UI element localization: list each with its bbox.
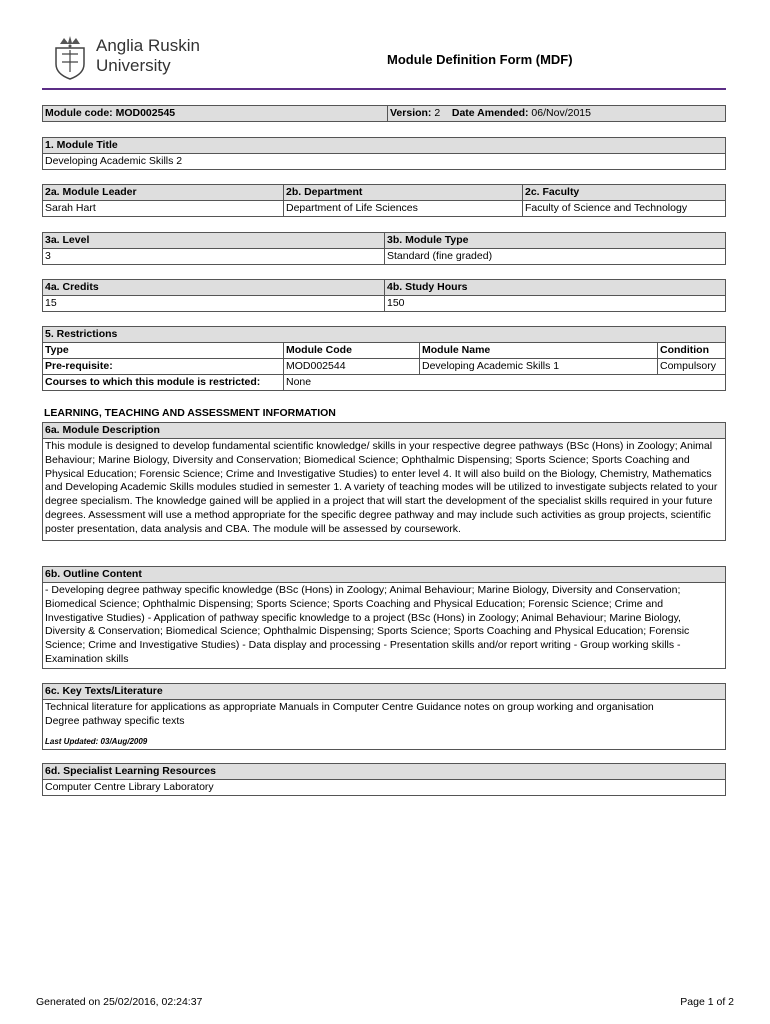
texts-line-2: Degree pathway specific texts	[45, 714, 185, 727]
texts-line-1: Technical literature for applications as appropriate Manuals in Computer Centre Guidance notes on group working and organisation	[45, 701, 654, 713]
resources-table	[42, 763, 726, 796]
prereq-label: Pre-requisite:	[43, 359, 284, 375]
courses-value: None	[284, 375, 726, 391]
version-value: 2	[434, 107, 441, 119]
study-hours-label: 4b. Study Hours	[385, 280, 726, 296]
level-table	[42, 232, 726, 265]
university-logo	[52, 34, 212, 82]
last-updated: Last Updated: 03/Aug/2009	[45, 736, 148, 746]
col-type: Type	[43, 343, 284, 359]
description-text: This module is designed to develop fundamental scientific knowledge/ skills in your respective degree pathways (BSc (Hons) in Zoology; Animal Behaviour; Marine Biology, Diversity and Conservation; Biomedical Science; Ophthalmic Dispensing; Sports Science; Sports Coaching and Physical Education; Forensic Science; Crime and Investigative Studies) to enter level 4. It will also build on the Biology, Chemistry, Mathematics and Developing Academic Skills modules studied in semester 1. A variety of teaching modes will be utilized to investigate subjects related to your degree specialism. The knowledge gained will be applied in a project that will start the development of the specialist skills required in your future degrees. Assessment will use a method appropriate for the specific degree pathway and may include such activities as group projects, scientific poster presentation, data analysis and CBA. The module will be assessed by coursework.	[43, 439, 726, 541]
module-type-label: 3b. Module Type	[385, 233, 726, 249]
resources-label: 6d. Specialist Learning Resources	[43, 764, 726, 780]
prereq-code: MOD002544	[284, 359, 420, 375]
generated-timestamp: Generated on 25/02/2016, 02:24:37	[36, 996, 203, 1008]
credits-label: 4a. Credits	[43, 280, 385, 296]
study-hours-value: 150	[385, 296, 726, 312]
leader-table	[42, 184, 726, 217]
outline-table	[42, 566, 726, 669]
description-table	[42, 422, 726, 541]
logo-line-1: Anglia Ruskin	[96, 36, 200, 55]
meta-table	[42, 105, 726, 122]
module-title-table	[42, 137, 726, 170]
description-label: 6a. Module Description	[43, 423, 726, 439]
courses-label: Courses to which this module is restricted:	[43, 375, 284, 391]
date-value: 06/Nov/2015	[531, 107, 591, 119]
faculty-label: 2c. Faculty	[523, 185, 726, 201]
module-title-label: 1. Module Title	[43, 138, 726, 154]
prereq-name: Developing Academic Skills 1	[420, 359, 658, 375]
page-number: Page 1 of 2	[680, 996, 734, 1008]
restrictions-table	[42, 326, 726, 391]
texts-label: 6c. Key Texts/Literature	[43, 684, 726, 700]
page-title: Module Definition Form (MDF)	[387, 52, 573, 67]
level-value: 3	[43, 249, 385, 265]
col-condition: Condition	[658, 343, 726, 359]
leader-value: Sarah Hart	[43, 201, 284, 217]
version-date-cell	[388, 106, 726, 122]
credits-value: 15	[43, 296, 385, 312]
level-label: 3a. Level	[43, 233, 385, 249]
credits-table	[42, 279, 726, 312]
outline-text: - Developing degree pathway specific knowledge (BSc (Hons) in Zoology; Animal Behaviour; Marine Biology, Diversity and Conservation; Biomedical Science; Ophthalmic Dispensing; Sports Science; Sports Coaching and Physical Education; Forensic Science; Crime and Investigative Studies) - Application of pathway specific knowledge to a project (BSc (Hons) in Zoology; Animal Behaviour; Marine Biology, Diversity & Conservation; Biomedical Science; Ophthalmic Dispensing; Sports Science; Sports Coaching and Physical Education; Forensic Science; Crime and Investigative Studies) - Data display and processing - Presentation skills and/or report writing - Group working skills - Examination skills	[43, 583, 726, 669]
header-divider	[42, 88, 726, 90]
module-title-value: Developing Academic Skills 2	[43, 154, 726, 170]
leader-label: 2a. Module Leader	[43, 185, 284, 201]
date-label: Date Amended:	[451, 107, 529, 119]
restrictions-label: 5. Restrictions	[43, 327, 726, 343]
prereq-condition: Compulsory	[658, 359, 726, 375]
resources-text: Computer Centre Library Laboratory	[43, 780, 726, 796]
module-code: Module code: MOD002545	[43, 106, 388, 122]
lta-heading: LEARNING, TEACHING AND ASSESSMENT INFORMATION	[44, 407, 336, 419]
department-value: Department of Life Sciences	[284, 201, 523, 217]
col-module-code: Module Code	[284, 343, 420, 359]
version-label: Version:	[390, 107, 432, 119]
texts-table	[42, 683, 726, 750]
logo-line-2: University	[96, 56, 171, 75]
module-type-value: Standard (fine graded)	[385, 249, 726, 265]
department-label: 2b. Department	[284, 185, 523, 201]
faculty-value: Faculty of Science and Technology	[523, 201, 726, 217]
outline-label: 6b. Outline Content	[43, 567, 726, 583]
col-module-name: Module Name	[420, 343, 658, 359]
crest-icon	[52, 34, 88, 80]
